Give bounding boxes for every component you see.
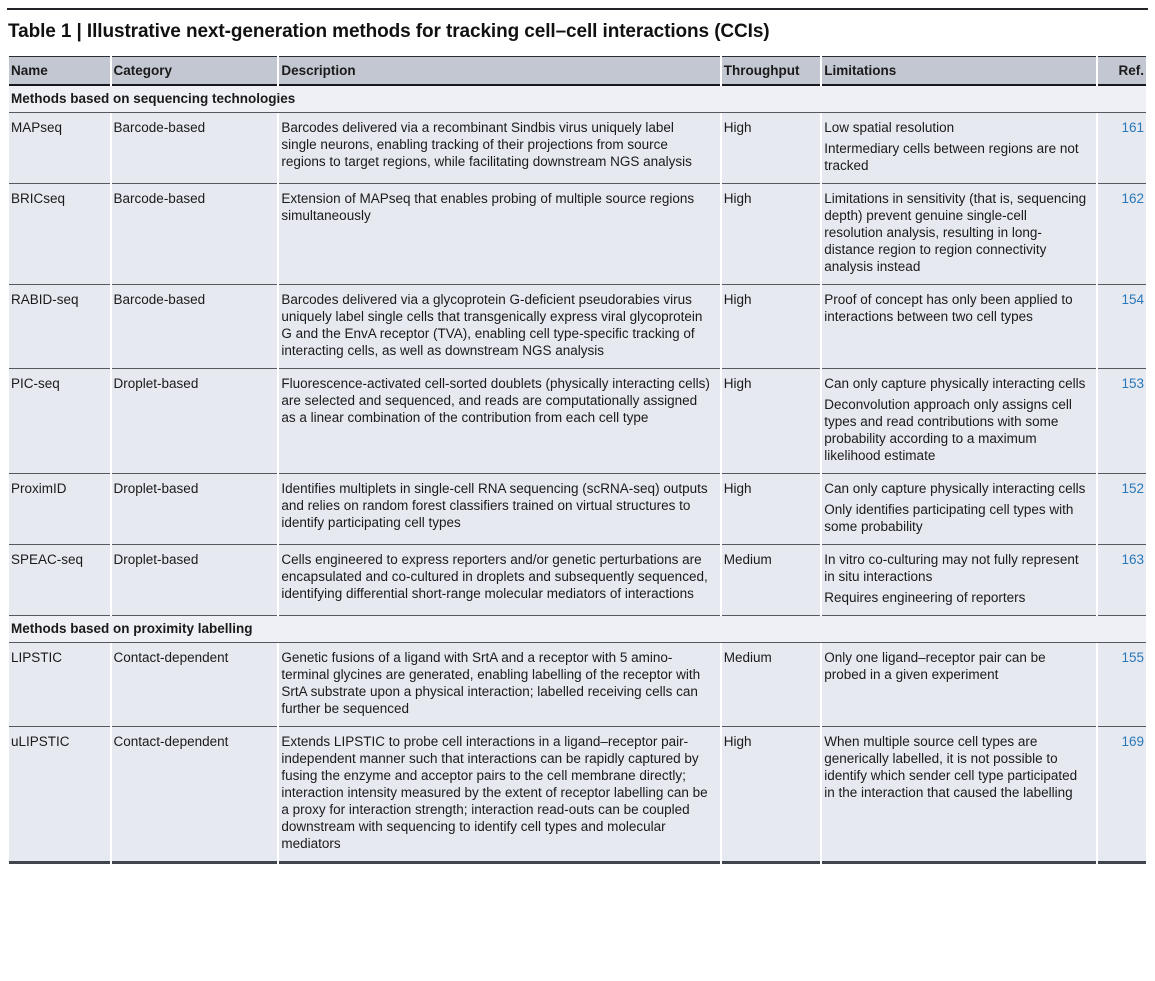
category-cell: Barcode-based bbox=[112, 113, 278, 184]
limitations-cell bbox=[822, 643, 1095, 727]
column-header-description: Description bbox=[279, 56, 719, 86]
table-row bbox=[9, 643, 1146, 727]
limitation-item: Proof of concept has only been applied to interactions between two cell types bbox=[824, 292, 1073, 324]
method-name-cell: ProximID bbox=[9, 474, 110, 545]
limitation-item: When multiple source cell types are generically labelled, it is not possible to identify which sender cell type participated in the interaction that caused the labelling bbox=[824, 734, 1078, 800]
category-cell: Barcode-based bbox=[112, 184, 278, 285]
limitations-cell bbox=[822, 285, 1095, 369]
category-cell: Contact-dependent bbox=[112, 727, 278, 864]
description-cell: Extends LIPSTIC to probe cell interactions in a ligand–receptor pair-independent manner such that interactions can be rapidly captured by fusing the enzyme and acceptor pairs to the cell membrane directly; interaction intensity measured by the extent of receptor labelling can be a proxy for interaction strength; interaction read-outs can be coupled downstream with sequencing to identify cell types and molecular mediators bbox=[279, 727, 719, 864]
description-cell: Identifies multiplets in single-cell RNA sequencing (scRNA-seq) outputs and relies on random forest classifiers trained on virtual structures to identify participating cell types bbox=[279, 474, 719, 545]
ref-cell bbox=[1098, 545, 1146, 616]
ref-link[interactable]: 162 bbox=[1121, 191, 1144, 206]
ref-link[interactable]: 153 bbox=[1121, 376, 1144, 391]
section-header-row bbox=[9, 86, 1146, 113]
category-cell: Droplet-based bbox=[112, 369, 278, 474]
table-row bbox=[9, 474, 1146, 545]
ref-link[interactable]: 161 bbox=[1121, 120, 1144, 135]
method-name-cell: uLIPSTIC bbox=[9, 727, 110, 864]
limitation-item: Low spatial resolution bbox=[824, 120, 955, 135]
throughput-cell: Medium bbox=[722, 643, 821, 727]
method-name-cell: RABID-seq bbox=[9, 285, 110, 369]
limitation-item: Limitations in sensitivity (that is, sequencing depth) prevent genuine single-cell resolution analysis, resulting in long-distance region to region connectivity analysis instead bbox=[824, 191, 1087, 274]
limitations-cell bbox=[822, 727, 1095, 864]
column-header-limitations: Limitations bbox=[822, 56, 1095, 86]
limitations-cell bbox=[822, 184, 1095, 285]
ref-cell bbox=[1098, 285, 1146, 369]
column-header-throughput: Throughput bbox=[722, 56, 821, 86]
methods-table bbox=[7, 56, 1148, 864]
ref-cell bbox=[1098, 727, 1146, 864]
category-cell: Droplet-based bbox=[112, 474, 278, 545]
limitation-item: Requires engineering of reporters bbox=[824, 590, 1026, 605]
description-cell: Genetic fusions of a ligand with SrtA and a receptor with 5 amino-terminal glycines are generated, enabling labelling of the receptor with SrtA substrate upon a physical interaction; labelled receiving cells can further be sequenced bbox=[279, 643, 719, 727]
section-header-label: Methods based on proximity labelling bbox=[9, 616, 1146, 643]
category-cell: Contact-dependent bbox=[112, 643, 278, 727]
ref-cell bbox=[1098, 184, 1146, 285]
throughput-cell: High bbox=[722, 369, 821, 474]
column-header-category: Category bbox=[112, 56, 278, 86]
throughput-cell: High bbox=[722, 474, 821, 545]
throughput-cell: High bbox=[722, 285, 821, 369]
column-header-ref: Ref. bbox=[1098, 56, 1146, 86]
limitations-cell bbox=[822, 113, 1095, 184]
limitation-item: Only identifies participating cell types with some probability bbox=[824, 502, 1074, 534]
limitations-cell bbox=[822, 545, 1095, 616]
table-row bbox=[9, 113, 1146, 184]
table-row bbox=[9, 545, 1146, 616]
category-cell: Droplet-based bbox=[112, 545, 278, 616]
section-header-row bbox=[9, 616, 1146, 643]
ref-cell bbox=[1098, 113, 1146, 184]
method-name-cell: BRICseq bbox=[9, 184, 110, 285]
ref-link[interactable]: 163 bbox=[1121, 552, 1144, 567]
table-row bbox=[9, 285, 1146, 369]
description-cell: Barcodes delivered via a recombinant Sindbis virus uniquely label single neurons, enabling tracking of their projections from source regions to target regions, while facilitating downstream NGS analysis bbox=[279, 113, 719, 184]
limitation-item: In vitro co-culturing may not fully represent in situ interactions bbox=[824, 552, 1079, 584]
ref-cell bbox=[1098, 643, 1146, 727]
throughput-cell: High bbox=[722, 113, 821, 184]
top-rule bbox=[7, 8, 1148, 10]
table-row bbox=[9, 369, 1146, 474]
limitations-cell bbox=[822, 369, 1095, 474]
method-name-cell: PIC-seq bbox=[9, 369, 110, 474]
throughput-cell: Medium bbox=[722, 545, 821, 616]
ref-link[interactable]: 155 bbox=[1121, 650, 1144, 665]
category-cell: Barcode-based bbox=[112, 285, 278, 369]
method-name-cell: SPEAC-seq bbox=[9, 545, 110, 616]
table-row bbox=[9, 184, 1146, 285]
ref-link[interactable]: 154 bbox=[1121, 292, 1144, 307]
throughput-cell: High bbox=[722, 727, 821, 864]
description-cell: Barcodes delivered via a glycoprotein G-deficient pseudorabies virus uniquely label single cells that transgenically express viral glycoprotein G and the EnvA receptor (TVA), enabling cell type-specific tracking of interacting cells, as well as downstream NGS analysis bbox=[279, 285, 719, 369]
description-cell: Fluorescence-activated cell-sorted doublets (physically interacting cells) are selected and sequenced, and reads are computationally assigned as a linear combination of the contribution from each cell type bbox=[279, 369, 719, 474]
method-name-cell: LIPSTIC bbox=[9, 643, 110, 727]
table-title: Table 1 | Illustrative next-generation methods for tracking cell–cell interactions (CCIs) bbox=[8, 21, 770, 42]
limitation-item: Can only capture physically interacting cells bbox=[824, 376, 1086, 391]
table-row bbox=[9, 727, 1146, 864]
limitation-item: Intermediary cells between regions are not tracked bbox=[824, 141, 1079, 173]
header-row bbox=[9, 56, 1146, 86]
section-header-label: Methods based on sequencing technologies bbox=[9, 86, 1146, 113]
ref-link[interactable]: 169 bbox=[1121, 734, 1144, 749]
ref-link[interactable]: 152 bbox=[1121, 481, 1144, 496]
ref-cell bbox=[1098, 474, 1146, 545]
throughput-cell: High bbox=[722, 184, 821, 285]
ref-cell bbox=[1098, 369, 1146, 474]
description-cell: Extension of MAPseq that enables probing of multiple source regions simultaneously bbox=[279, 184, 719, 285]
limitation-item: Can only capture physically interacting cells bbox=[824, 481, 1086, 496]
description-cell: Cells engineered to express reporters and/or genetic perturbations are encapsulated and co-cultured in droplets and subsequently sequenced, identifying differential short-range molecular mediators of interactions bbox=[279, 545, 719, 616]
limitation-item: Only one ligand–receptor pair can be probed in a given experiment bbox=[824, 650, 1046, 682]
column-header-name: Name bbox=[9, 56, 110, 86]
limitation-item: Deconvolution approach only assigns cell types and read contributions with some probability according to a maximum likelihood estimate bbox=[824, 397, 1072, 463]
limitations-cell bbox=[822, 474, 1095, 545]
method-name-cell: MAPseq bbox=[9, 113, 110, 184]
